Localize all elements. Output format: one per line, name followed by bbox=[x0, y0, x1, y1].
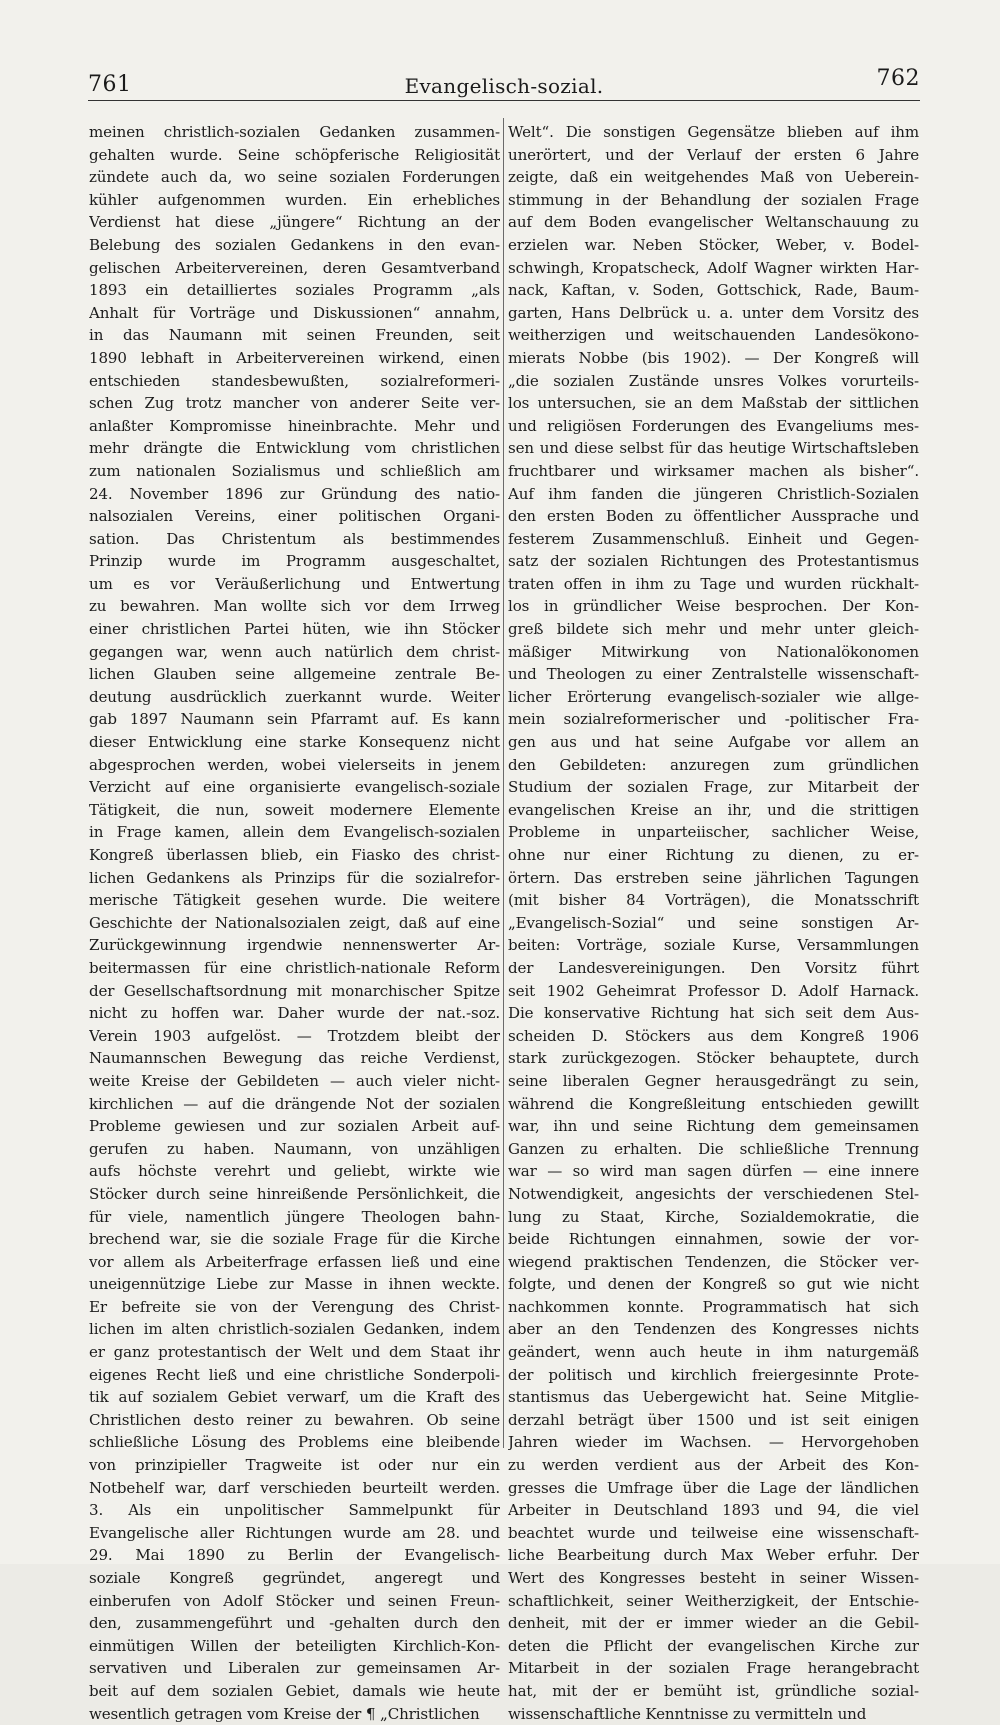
text-line: stantismus das Uebergewicht hat. Seine Mitglie- bbox=[508, 1388, 919, 1407]
text-line: Verzicht auf eine organisierte evangelisch-soziale bbox=[89, 778, 500, 797]
text-line: scheiden D. Stöckers aus dem Kongreß 1906 bbox=[508, 1026, 919, 1045]
text-line: geändert, wenn auch heute in ihm naturgemäß bbox=[508, 1343, 919, 1362]
text-line: ohne nur einer Richtung zu dienen, zu er- bbox=[508, 846, 919, 864]
text-line: zu werden verdient aus der Arbeit des Kon- bbox=[508, 1456, 919, 1475]
text-line: Prinzip wurde im Programm ausgeschaltet, bbox=[89, 552, 500, 571]
text-line: Wert des Kongresses besteht in seiner Wissen- bbox=[508, 1569, 919, 1587]
text-line: Naumannschen Bewegung das reiche Verdienst, bbox=[89, 1049, 500, 1068]
text-line: hat, mit der er bemüht ist, gründliche sozial- bbox=[508, 1681, 919, 1700]
left-text-column bbox=[89, 121, 500, 1725]
text-line: uneigennützige Liebe zur Masse in ihnen weckte. bbox=[89, 1275, 500, 1294]
text-line: der politisch und kirchlich freiergesinnte Prote- bbox=[508, 1365, 919, 1384]
text-line: beide Richtungen einnahmen, sowie der vor- bbox=[508, 1230, 919, 1249]
text-line: Belebung des sozialen Gedankens in den evan- bbox=[89, 235, 500, 254]
text-line: licher Erörterung evangelisch-sozialer wie allge- bbox=[508, 687, 919, 706]
text-line: Probleme gewiesen und zur sozialen Arbeit auf- bbox=[89, 1117, 500, 1136]
text-line: Studium der sozialen Frage, zur Mitarbeit der bbox=[508, 778, 919, 797]
text-line: deten die Pflicht der evangelischen Kirche zur bbox=[508, 1636, 919, 1655]
text-line: beiten: Vorträge, soziale Kurse, Versammlungen bbox=[508, 936, 919, 955]
text-line: vor allem als Arbeiterfrage erfassen ließ und eine bbox=[89, 1252, 500, 1271]
text-line: gen aus und hat seine Aufgabe vor allem an bbox=[508, 733, 919, 752]
text-line: Jahren wieder im Wachsen. — Hervorgehoben bbox=[508, 1433, 919, 1452]
text-line: Christlichen desto reiner zu bewahren. Ob seine bbox=[89, 1410, 500, 1429]
text-line: unerörtert, und der Verlauf der ersten 6 Jahre bbox=[508, 145, 919, 164]
text-line: nalsozialen Vereins, einer politischen Organi- bbox=[89, 507, 500, 526]
text-line: für viele, namentlich jüngere Theologen bahn- bbox=[89, 1207, 500, 1226]
text-line: einmütigen Willen der beteiligten Kirchlich-Kon- bbox=[89, 1636, 500, 1655]
text-line: schwingh, Kropatscheck, Adolf Wagner wirkten Har- bbox=[508, 258, 919, 277]
text-line: dieser Entwicklung eine starke Konsequenz nicht bbox=[89, 733, 500, 752]
right-page-number: 762 bbox=[876, 66, 920, 91]
text-line: zu bewahren. Man wollte sich vor dem Irrweg bbox=[89, 597, 500, 616]
text-line: fruchtbarer und wirksamer machen als bisher“. bbox=[508, 461, 919, 480]
text-line: in das Naumann mit seinen Freunden, seit bbox=[89, 326, 500, 345]
text-line: anlaßter Kompromisse hineinbrachte. Mehr und bbox=[89, 416, 500, 435]
text-line: gresses die Umfrage über die Lage der ländlichen bbox=[508, 1478, 919, 1497]
text-line: zündete auch da, wo seine sozialen Forderungen bbox=[89, 168, 500, 187]
text-line: und Theologen zu einer Zentralstelle wissenschaft- bbox=[508, 665, 919, 684]
text-line: wissenschaftliche Kenntnisse zu vermitteln und bbox=[508, 1704, 867, 1723]
text-line: festerem Zusammenschluß. Einheit und Gegen- bbox=[508, 529, 919, 548]
text-line: Probleme in unparteiischer, sachlicher Weise, bbox=[508, 823, 919, 842]
text-line: in Frage kamen, allein dem Evangelisch-sozialen bbox=[89, 823, 500, 842]
text-line: kühler aufgenommen wurden. Ein erhebliches bbox=[89, 190, 500, 209]
text-line: Ganzen zu erhalten. Die schließliche Trennung bbox=[508, 1139, 919, 1158]
text-line: der Gesellschaftsordnung mit monarchischer Spitze bbox=[89, 981, 500, 1000]
text-line: Die konservative Richtung hat sich seit dem Aus- bbox=[508, 1004, 919, 1023]
text-line: traten offen in ihm zu Tage und wurden rückhalt- bbox=[508, 574, 919, 593]
text-line: Kongreß überlassen blieb, ein Fiasko des christ- bbox=[89, 846, 500, 864]
text-line: aufs höchste verehrt und geliebt, wirkte wie bbox=[89, 1162, 500, 1181]
text-line: lichen Glauben seine allgemeine zentrale Be- bbox=[89, 665, 500, 684]
text-line: Evangelische aller Richtungen wurde am 28. und bbox=[89, 1523, 500, 1542]
text-line: und religiösen Forderungen des Evangeliums mes- bbox=[508, 416, 919, 435]
running-title: Evangelisch-sozial. bbox=[404, 74, 604, 98]
text-line: stark zurückgezogen. Stöcker behauptete, durch bbox=[508, 1049, 919, 1068]
text-line: den Gebildeten: anzuregen zum gründlichen bbox=[508, 755, 919, 774]
text-line: schaftlichkeit, seiner Weitherzigkeit, der Entschie- bbox=[508, 1591, 919, 1610]
text-line: einberufen von Adolf Stöcker und seinen Freun- bbox=[89, 1591, 500, 1610]
text-line: folgte, und denen der Kongreß so gut wie nicht bbox=[508, 1275, 919, 1294]
text-line: brechend war, sie die soziale Frage für die Kirche bbox=[89, 1230, 500, 1249]
text-line: von prinzipieller Tragweite ist oder nur ein bbox=[89, 1456, 500, 1475]
text-line: wesentlich getragen vom Kreise der ¶ „Christlichen bbox=[89, 1704, 480, 1723]
text-line: beitermassen für eine christlich-nationale Reform bbox=[89, 958, 500, 977]
text-line: einer christlichen Partei hüten, wie ihn Stöcker bbox=[89, 620, 500, 639]
text-line: erzielen war. Neben Stöcker, Weber, v. Bodel- bbox=[508, 235, 919, 254]
text-line: entschieden standesbewußten, sozialreformeri- bbox=[89, 371, 500, 390]
text-line: um es vor Veräußerlichung und Entwertung bbox=[89, 574, 500, 593]
text-line: derzahl beträgt über 1500 und ist seit einigen bbox=[508, 1410, 919, 1429]
text-line: Stöcker durch seine hinreißende Persönlichkeit, die bbox=[89, 1184, 500, 1203]
left-page-number: 761 bbox=[88, 72, 132, 97]
text-line: Mitarbeit in der sozialen Frage herangebracht bbox=[508, 1659, 919, 1678]
text-line: lichen Gedankens als Prinzips für die sozialrefor- bbox=[89, 868, 500, 887]
text-line: schließliche Lösung des Problems eine bleibende bbox=[89, 1433, 500, 1452]
text-line: stimmung in der Behandlung der sozialen Frage bbox=[508, 190, 919, 209]
text-line: war — so wird man sagen dürfen — eine innere bbox=[508, 1162, 919, 1181]
text-line: wiegend praktischen Tendenzen, die Stöcker ver- bbox=[508, 1252, 919, 1271]
text-line: mehr drängte die Entwicklung vom christlichen bbox=[89, 439, 500, 458]
page-header bbox=[88, 66, 920, 100]
text-line: weitherzigen und weitschauenden Landesökono- bbox=[508, 326, 919, 345]
text-line: sen und diese selbst für das heutige Wirtschaftsleben bbox=[508, 439, 919, 458]
text-line: zeigte, daß ein weitgehendes Maß von Ueberein- bbox=[508, 168, 919, 187]
text-line: evangelischen Kreise an ihr, und die strittigen bbox=[508, 800, 919, 819]
text-line: nack, Kaftan, v. Soden, Gottschick, Rade, Baum- bbox=[508, 281, 919, 300]
text-line: sation. Das Christentum als bestimmendes bbox=[89, 529, 500, 548]
text-line: „Evangelisch-Sozial“ und seine sonstigen Ar- bbox=[508, 913, 919, 932]
text-line: meinen christlich-sozialen Gedanken zusammen- bbox=[89, 123, 500, 141]
text-line: 3. Als ein unpolitischer Sammelpunkt für bbox=[89, 1501, 500, 1520]
text-line: garten, Hans Delbrück u. a. unter dem Vorsitz des bbox=[508, 303, 919, 322]
text-line: servativen und Liberalen zur gemeinsamen Ar- bbox=[89, 1659, 500, 1678]
text-line: los untersuchen, sie an dem Maßstab der sittlichen bbox=[508, 394, 919, 413]
text-line: mierats Nobbe (bis 1902). — Der Kongreß will bbox=[508, 348, 919, 367]
text-line: zum nationalen Sozialismus und schließlich am bbox=[89, 461, 500, 480]
text-line: Er befreite sie von der Verengung des Christ- bbox=[89, 1297, 500, 1316]
text-line: Notbehelf war, darf verschieden beurteilt werden. bbox=[89, 1478, 500, 1497]
text-line: der Landesvereinigungen. Den Vorsitz führt bbox=[508, 958, 919, 977]
text-line: aber an den Tendenzen des Kongresses nichts bbox=[508, 1320, 919, 1339]
text-line: Verdienst hat diese „jüngere“ Richtung an der bbox=[89, 213, 500, 232]
text-line: Verein 1903 aufgelöst. — Trotzdem bleibt der bbox=[89, 1026, 500, 1045]
text-line: abgesprochen werden, wobei vielerseits in jenem bbox=[89, 755, 500, 774]
text-line: denheit, mit der er immer wieder an die Gebil- bbox=[508, 1614, 919, 1633]
text-line: weite Kreise der Gebildeten — auch vieler nicht- bbox=[89, 1071, 500, 1090]
text-line: lung zu Staat, Kirche, Sozialdemokratie, die bbox=[508, 1207, 919, 1226]
text-line: liche Bearbeitung durch Max Weber erfuhr. Der bbox=[508, 1546, 919, 1565]
text-line: Welt“. Die sonstigen Gegensätze blieben auf ihm bbox=[508, 123, 919, 141]
text-line: mäßiger Mitwirkung von Nationalökonomen bbox=[508, 642, 919, 661]
text-line: nicht zu hoffen war. Daher wurde der nat.-soz. bbox=[89, 1004, 500, 1023]
text-line: satz der sozialen Richtungen des Protestantismus bbox=[508, 552, 919, 571]
text-line: tik auf sozialem Gebiet verwarf, um die Kraft des bbox=[89, 1388, 500, 1407]
text-line: Tätigkeit, die nun, soweit modernere Elemente bbox=[89, 800, 500, 819]
text-line: Anhalt für Vorträge und Diskussionen“ annahm, bbox=[89, 303, 500, 322]
text-line: (mit bisher 84 Vorträgen), die Monatsschrift bbox=[508, 891, 919, 910]
text-line: den ersten Boden zu öffentlicher Aussprache und bbox=[508, 507, 919, 526]
text-line: auf dem Boden evangelischer Weltanschauung zu bbox=[508, 213, 919, 232]
text-line: Notwendigkeit, angesichts der verschiedenen Stel- bbox=[508, 1184, 919, 1203]
text-line: 1893 ein detailliertes soziales Programm „als bbox=[89, 281, 500, 300]
text-line: gehalten wurde. Seine schöpferische Religiosität bbox=[89, 145, 500, 164]
text-line: lichen im alten christlich-sozialen Gedanken, indem bbox=[89, 1320, 500, 1339]
text-line: los in gründlicher Weise besprochen. Der Kon- bbox=[508, 597, 919, 616]
text-line: schen Zug trotz mancher von anderer Seite ver- bbox=[89, 394, 500, 413]
text-line: 24. November 1896 zur Gründung des natio- bbox=[89, 484, 500, 503]
text-line: 29. Mai 1890 zu Berlin der Evangelisch- bbox=[89, 1546, 500, 1565]
text-line: 1890 lebhaft in Arbeitervereinen wirkend, einen bbox=[89, 348, 500, 367]
right-text-column bbox=[508, 121, 919, 1725]
header-rule bbox=[88, 100, 920, 101]
text-line: Geschichte der Nationalsozialen zeigt, daß auf eine bbox=[89, 913, 500, 932]
text-line: war, ihn und seine Richtung dem gemeinsamen bbox=[508, 1117, 919, 1136]
text-line: deutung ausdrücklich zuerkannt wurde. Weiter bbox=[89, 687, 500, 706]
text-line: gegangen war, wenn auch natürlich dem christ- bbox=[89, 642, 500, 661]
text-line: mein sozialreformerischer und -politischer Fra- bbox=[508, 710, 919, 729]
column-divider bbox=[503, 118, 504, 1448]
text-line: kirchlichen — auf die drängende Not der sozialen bbox=[89, 1094, 500, 1113]
text-line: seit 1902 Geheimrat Professor D. Adolf Harnack. bbox=[508, 981, 919, 1000]
text-line: eigenes Recht ließ und eine christliche Sonderpoli- bbox=[89, 1365, 500, 1384]
text-line: während die Kongreßleitung entschieden gewillt bbox=[508, 1094, 919, 1113]
text-line: Zurückgewinnung irgendwie nennenswerter Ar- bbox=[89, 936, 500, 955]
text-line: greß bildete sich mehr und mehr unter gleich- bbox=[508, 620, 919, 639]
text-line: merische Tätigkeit gesehen wurde. Die weitere bbox=[89, 891, 500, 910]
text-line: nachkommen konnte. Programmatisch hat sich bbox=[508, 1297, 919, 1316]
text-line: örtern. Das erstreben seine jährlichen Tagungen bbox=[508, 868, 919, 887]
text-line: er ganz protestantisch der Welt und dem Staat ihr bbox=[89, 1343, 500, 1362]
text-line: den, zusammengeführt und -gehalten durch den bbox=[89, 1614, 500, 1633]
text-line: „die sozialen Zustände unsres Volkes vorurteils- bbox=[508, 371, 919, 390]
text-line: beit auf dem sozialen Gebiet, damals wie heute bbox=[89, 1681, 500, 1700]
text-line: soziale Kongreß gegründet, angeregt und bbox=[89, 1569, 500, 1587]
text-line: gab 1897 Naumann sein Pfarramt auf. Es kann bbox=[89, 710, 500, 729]
text-line: beachtet wurde und teilweise eine wissenschaft- bbox=[508, 1523, 919, 1542]
text-line: seine liberalen Gegner herausgedrängt zu sein, bbox=[508, 1071, 919, 1090]
text-line: Arbeiter in Deutschland 1893 und 94, die viel bbox=[508, 1501, 919, 1520]
text-line: gerufen zu haben. Naumann, von unzähligen bbox=[89, 1139, 500, 1158]
text-line: Auf ihm fanden die jüngeren Christlich-Sozialen bbox=[508, 484, 919, 503]
text-line: gelischen Arbeitervereinen, deren Gesamtverband bbox=[89, 258, 500, 277]
